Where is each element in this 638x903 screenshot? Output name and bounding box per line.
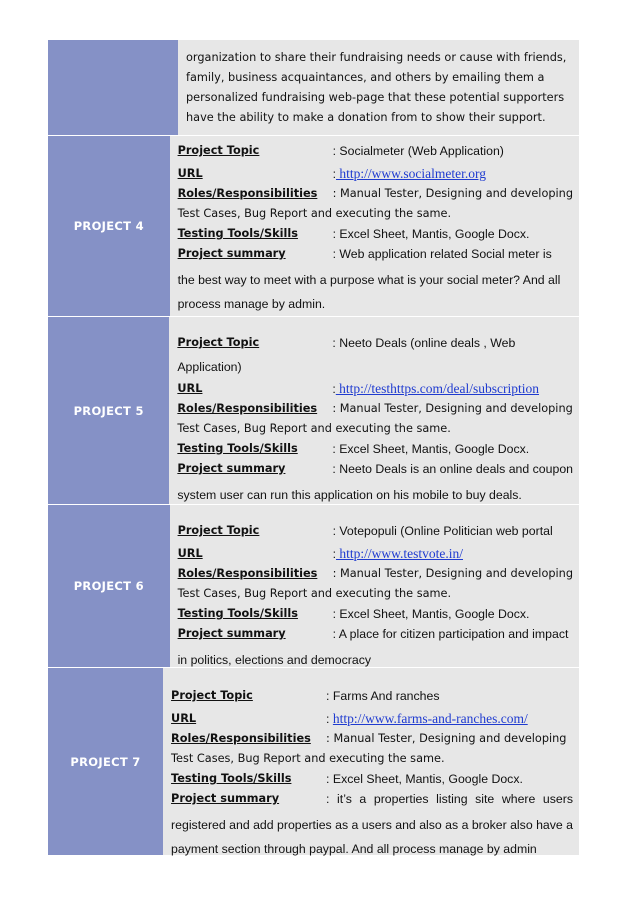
projects-table [48,40,579,855]
summary-value: : A place for citizen participation and impact [332,627,569,641]
roles-continuation: Test Cases, Bug Report and executing the same. [171,752,445,765]
url-line [178,164,573,184]
tools-line [178,224,573,244]
topic-line [178,141,573,164]
intro-left-cell [48,40,178,135]
tools-value: : Excel Sheet, Mantis, Google Docx. [332,227,530,241]
roles-line [177,399,573,419]
topic-value: : Socialmeter (Web Application) [332,144,504,158]
project-details [169,317,579,504]
project-details [170,136,579,316]
summary-value: : it’s a properties listing site where users [326,792,573,806]
project-label: PROJECT 4 [48,136,170,316]
topic-label: Project Topic [177,144,260,157]
project-row [48,317,579,505]
url-separator: : [326,712,333,726]
roles-line [178,184,573,204]
topic-value: : Neeto Deals (online deals , Web [332,336,516,350]
roles-value: : Manual Tester, Designing and developing [332,402,573,415]
project-details [163,668,579,855]
tools-value: : Excel Sheet, Mantis, Google Docx. [332,607,530,621]
summary-line [178,244,573,268]
roles-line [178,564,573,584]
url-label: URL [177,547,203,560]
tools-label: Testing Tools/Skills [171,772,292,785]
project-url-link[interactable]: http://testhttps.com/deal/subscription [335,381,540,396]
intro-row [48,40,579,136]
tools-label: Testing Tools/Skills [177,442,298,455]
project-label: PROJECT 5 [48,317,169,504]
intro-text-cell [178,40,579,135]
summary-line [177,459,573,483]
roles-label: Roles/Responsibilities [177,402,318,415]
url-label: URL [177,382,203,395]
roles-continuation: Test Cases, Bug Report and executing the same. [177,422,451,435]
intro-line: personalized fundraising web-page that these potential supporters [186,91,565,104]
url-separator: : [332,167,336,181]
tools-label: Testing Tools/Skills [177,607,298,620]
tools-line [178,604,573,624]
summary-continuation: system user can run this application on his mobile to buy deals. [177,488,522,502]
roles-label: Roles/Responsibilities [171,732,311,745]
intro-line: have the ability to make a donation from to show their support. [186,111,546,124]
summary-label: Project summary [177,462,286,475]
project-url-link[interactable]: http://www.socialmeter.org [336,166,486,181]
roles-continuation: Test Cases, Bug Report and executing the same. [177,587,452,600]
tools-line [171,769,573,789]
url-line [177,379,573,399]
topic-continuation: Application) [177,360,242,374]
tools-value: : Excel Sheet, Mantis, Google Docx. [326,772,523,786]
topic-label: Project Topic [171,689,253,702]
url-separator: : [332,382,336,396]
topic-label: Project Topic [177,336,260,349]
tools-label: Testing Tools/Skills [177,227,298,240]
summary-continuation: the best way to meet with a purpose what is your social meter? And all [177,273,561,287]
summary-line [171,789,573,813]
roles-value: : Manual Tester, Designing and developing [332,187,573,200]
project-label: PROJECT 6 [48,505,170,667]
project-row [48,668,579,855]
summary-value: : Neeto Deals is an online deals and coupon [332,462,573,476]
roles-line [171,729,573,749]
topic-value: : Votepopuli (Online Politician web portal [332,524,553,538]
project-details [170,505,579,667]
project-row [48,136,579,317]
topic-value: : Farms And ranches [326,689,440,703]
summary-value: : Web application related Social meter is [332,247,552,261]
intro-line: family, business acquaintances, and others by emailing them a [186,71,545,84]
url-label: URL [171,712,197,725]
tools-line [177,439,573,459]
project-label: PROJECT 7 [48,668,163,855]
url-label: URL [177,167,203,180]
project-url-link[interactable]: http://www.testvote.in/ [336,546,463,561]
topic-line [177,333,573,356]
summary-continuation: payment section through paypal. And all process manage by admin [171,842,537,856]
roles-value: : Manual Tester, Designing and developing [332,567,573,580]
summary-label: Project summary [177,627,286,640]
topic-line [178,521,573,544]
roles-label: Roles/Responsibilities [177,567,318,580]
roles-value: : Manual Tester, Designing and developing [326,732,567,745]
summary-label: Project summary [177,247,286,260]
summary-label: Project summary [171,792,280,805]
project-row [48,505,579,668]
url-line [178,544,573,564]
summary-continuation: registered and add properties as a users and also as a broker also have a [171,818,573,832]
topic-line [171,686,573,709]
url-line [171,709,573,729]
tools-value: : Excel Sheet, Mantis, Google Docx. [332,442,530,456]
roles-continuation: Test Cases, Bug Report and executing the same. [177,207,452,220]
intro-line: organization to share their fundraising needs or cause with friends, [186,51,567,64]
topic-label: Project Topic [177,524,260,537]
url-separator: : [332,547,336,561]
summary-continuation: in politics, elections and democracy [177,653,372,667]
project-url-link[interactable]: http://www.farms-and-ranches.com/ [332,711,528,726]
roles-label: Roles/Responsibilities [177,187,318,200]
summary-line [178,624,573,648]
summary-continuation: process manage by admin. [177,297,326,311]
